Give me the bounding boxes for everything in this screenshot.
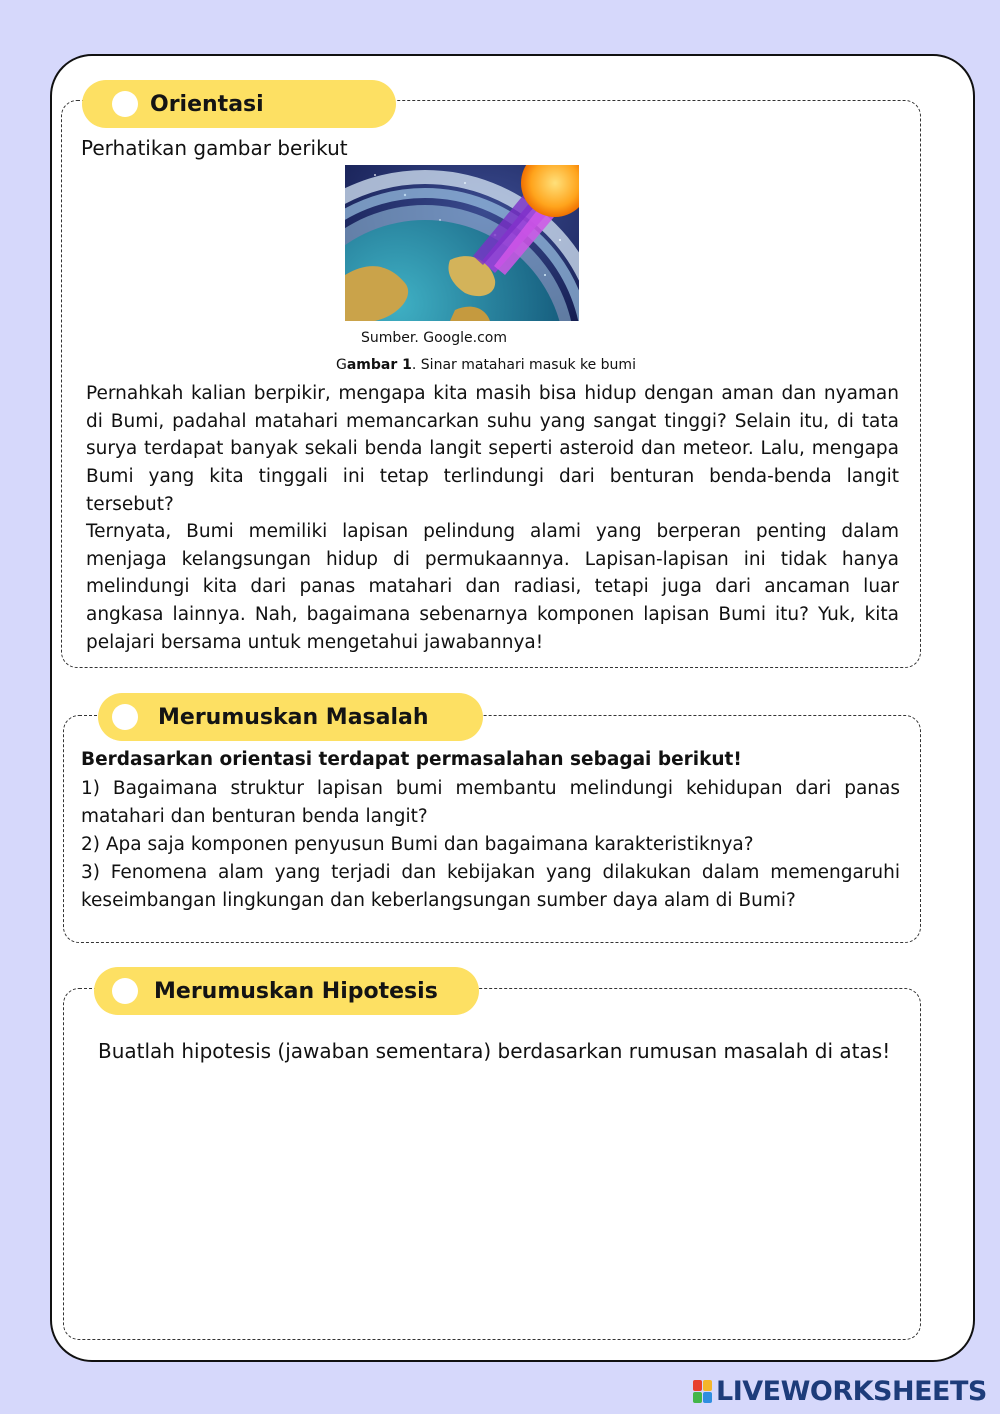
masalah-header [98, 693, 483, 741]
sun-earth-illustration [345, 165, 579, 321]
section-title: Merumuskan Hipotesis [154, 978, 438, 1004]
hipotesis-header [94, 967, 479, 1015]
bullet-circle-icon [112, 704, 138, 730]
question-1: 1) Bagaimana struktur lapisan bumi membantu melindungi kehidupan dari panas matahari dan benturan benda langit? [81, 778, 900, 827]
figure-caption: Gambar 1. Sinar matahari masuk ke bumi [336, 357, 636, 373]
logo-squares-icon [693, 1380, 712, 1403]
question-3: 3) Fenomena alam yang terjadi dan kebijakan yang dilakukan dalam memengaruhi keseimbangan lingkungan dan keberlangsungan sumber daya alam di Bumi? [81, 862, 900, 911]
bullet-circle-icon [112, 978, 138, 1004]
section-title: Orientasi [150, 91, 264, 117]
section-title: Merumuskan Masalah [158, 704, 429, 730]
orientasi-paragraph-2: Ternyata, Bumi memiliki lapisan pelindung alami yang berperan penting dalam menjaga kelangsungan hidup di permukaannya. Lapisan-lapisan ini tidak hanya melindungi kita dari panas matahari dan radiasi, tetapi juga dari ancaman luar angkasa lainnya. Nah, bagaimana sebenarnya komponen lapisan Bumi itu? Yuk, kita pelajari bersama untuk mengetahui jawabannya! [86, 521, 899, 653]
liveworksheets-logo [693, 1376, 987, 1407]
logo-text: LIVEWORKSHEETS [716, 1376, 987, 1407]
question-2: 2) Apa saja komponen penyusun Bumi dan bagaimana karakteristiknya? [81, 834, 754, 855]
orientasi-intro: Perhatikan gambar berikut [81, 136, 348, 160]
bullet-circle-icon [112, 91, 138, 117]
orientasi-header [82, 80, 396, 128]
hipotesis-instruction: Buatlah hipotesis (jawaban sementara) berdasarkan rumusan masalah di atas! [98, 1039, 891, 1063]
image-source: Sumber. Google.com [361, 330, 507, 346]
masalah-lead: Berdasarkan orientasi terdapat permasalahan sebagai berikut! [81, 749, 742, 770]
orientasi-paragraph-1: Pernahkah kalian berpikir, mengapa kita masih bisa hidup dengan aman dan nyaman di Bumi, padahal matahari memancarkan suhu yang sangat tinggi? Selain itu, di tata surya terdapat banyak sekali benda langit seperti asteroid dan meteor. Lalu, mengapa Bumi yang kita tinggali ini tetap terlindungi dari benturan benda-benda langit tersebut? [86, 383, 899, 515]
